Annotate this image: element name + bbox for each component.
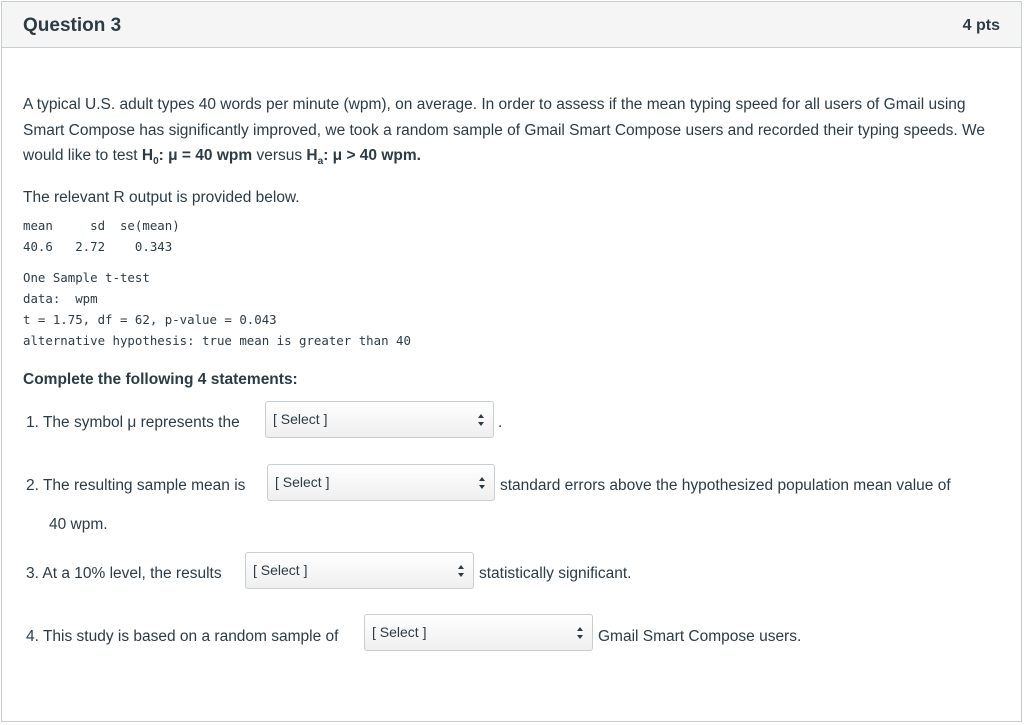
- statement-2-after: standard errors above the hypothesized population mean value of: [500, 477, 951, 494]
- select-value: [ Select ]: [253, 562, 308, 578]
- statement-3-select[interactable]: [245, 552, 474, 589]
- select-arrows-icon: [477, 412, 485, 428]
- select-arrows-icon: [576, 625, 584, 641]
- select-arrows-icon: [457, 563, 465, 579]
- statement-4-select[interactable]: [364, 614, 593, 651]
- select-value: [ Select ]: [275, 474, 330, 490]
- select-arrows-icon: [478, 475, 486, 491]
- alt-hypothesis: $H_a$: μ > 40 wpm.: [306, 147, 421, 168]
- r-summary-header: mean sd se(mean): [23, 217, 180, 233]
- statement-4-after: Gmail Smart Compose users.: [598, 628, 802, 645]
- versus-text: versus: [252, 147, 307, 164]
- select-value: [ Select ]: [372, 624, 427, 640]
- question-stem: [23, 92, 998, 175]
- question-body: [23, 92, 998, 389]
- statement-2-text: 2. The resulting sample mean is: [26, 477, 246, 494]
- question-header: [2, 2, 1021, 48]
- statement-1-after: .: [498, 414, 503, 431]
- select-value: [ Select ]: [273, 411, 328, 427]
- statement-2-select[interactable]: [267, 464, 495, 501]
- r-alt-line: alternative hypothesis: true mean is greater than 40: [23, 332, 411, 348]
- statement-1-select[interactable]: [265, 401, 494, 438]
- r-summary-values: 40.6 2.72 0.343: [23, 238, 173, 254]
- statement-2-continuation: 40 wpm.: [49, 516, 108, 533]
- stem-text: A typical U.S. adult types 40 words per minute (wpm), on average. In order to assess if the mean typing speed for all users of Gmail using Smart Compose has significantly improved, we took a random sample of Gmail Smart Compose users and recorded their typing speeds. We would like to test: [23, 96, 986, 164]
- statement-3-text: 3. At a 10% level, the results: [26, 565, 222, 582]
- statement-1-text: 1. The symbol μ represents the: [26, 414, 240, 431]
- r-output-intro: The relevant R output is provided below.: [23, 188, 300, 206]
- null-hypothesis: $H_0$: μ = 40 wpm: [141, 147, 253, 168]
- r-test-title: One Sample t-test: [23, 269, 150, 285]
- r-data-line: data: wpm: [23, 290, 98, 306]
- statement-3-after: statistically significant.: [479, 565, 632, 582]
- question-title: Question 3: [23, 15, 122, 36]
- r-stat-line: t = 1.75, df = 62, p-value = 0.043: [23, 311, 277, 327]
- question-points: 4 pts: [962, 17, 1000, 34]
- statement-4-text: 4. This study is based on a random sample of: [26, 628, 339, 645]
- instructions: Complete the following 4 statements:: [23, 370, 298, 388]
